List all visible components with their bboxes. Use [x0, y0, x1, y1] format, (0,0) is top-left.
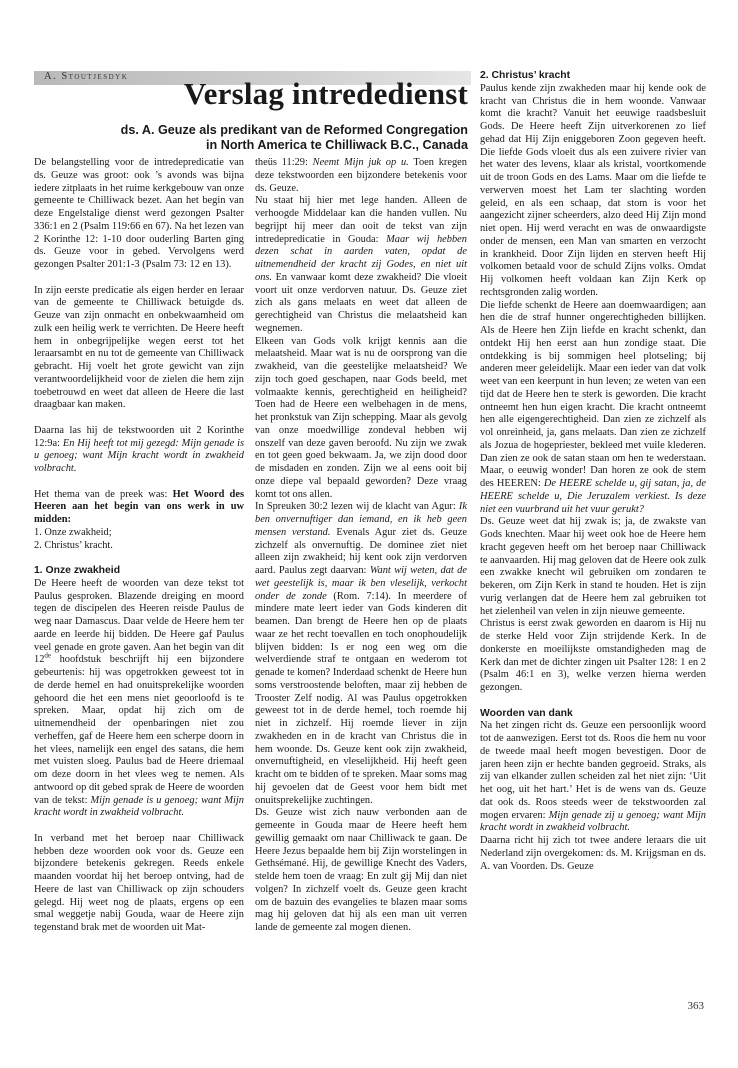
subtitle-line-1: ds. A. Geuze als predikant van de Reformed Congregation	[120, 123, 468, 137]
article-subtitle	[121, 123, 468, 153]
list-item: 1. Onze zwakheid;	[34, 526, 112, 538]
scripture-quote: Mijn genade is u genoeg; want Mijn kracht wordt in zwakheid volbracht.	[34, 794, 244, 819]
paragraph: In zijn eerste predicatie als eigen herder en leraar van de gemeente te Chilliwack betuigde ds. Geuze van zijn onmacht en onbekwaamheid om zulk een heilig werk te verrichten. De Heere heeft hem in onbegrijpelijke wegen eerst tot het leraarsambt en nu tot de gemeente van Chilliwack gebracht. Hij voelt het grote gewicht van zijn verantwoordelijkheid voor de zielen die hem zijn toebetrouwd en weet dat alleen de Heere die last draagbaar kan maken.	[34, 284, 244, 411]
list-item: 2. Christus’ kracht.	[34, 539, 113, 551]
scripture-quote: Neemt Mijn juk op u.	[312, 157, 409, 168]
scripture-quote: En Hij heeft tot mij gezegd: Mijn genade is u genoeg; want Mijn kracht wordt in zwakheid volbracht.	[34, 437, 244, 474]
paragraph: Elkeen van Gods volk krijgt kennis aan die melaatsheid. Maar wat is nu de oorsprong van die zwakheid, van die geestelijke melaatsheid? We zijn toch goed geschapen, naar Gods beeld, met volmaakte kennis, gerechtigheid en heiligheid? Toen had de Heere een welbehagen in de mens, het pronkstuk van Zijn schepping. Maar als gevolg van onze moedwillige zondeval hebben wij onszelf van deze gaven beroofd. Nu zijn we zwak en tot geen goed bekwaam. Ja, we zijn dood door de misdaden en zonden. Zijn we al eens ooit bij onze diepe val bepaald geworden? Deze vraag komt tot ons allen.	[255, 335, 467, 500]
column-2	[255, 157, 467, 935]
column-3	[480, 70, 706, 873]
scripture-quote: Ik ben onvernuftiger dan iemand, en ik heb geen mensen verstand.	[255, 501, 467, 538]
paragraph: Na het zingen richt ds. Geuze een persoonlijk woord tot de aanwezigen. Eerst tot ds. Roos die hem nu voor de tweede maal heeft mogen bevestigen. Door de jaren heen zijn er hechte banden gegroeid. Straks, als zij van elkander zullen scheiden zal het niet zijn: ‘Uit het oog, uit het hart.’ Het is de wens van ds. Geuze dat ook ds. Roos steeds weer de tekstwoorden zal mogen ervaren: Mijn genade zij u genoeg; want Mijn kracht wordt in zwakheid volbracht.	[480, 720, 706, 834]
paragraph: Paulus kende zijn zwakheden maar hij kende ook de kracht van Christus die in hem woonde. Vanwaar komt die kracht? Vanuit het eeuwige raadsbesluit Gods. De Heere heeft Zijn uitverkorenen zo lief gehad dat Hij Zijn eniggeboren Zoon gegeven heeft. Die liefde Gods vloeit dus als een zuivere rivier van het water des levens, klaar als kristal, voortkomende uit de troon Gods en des Lams. Maar om die liefde te verwerven moest het Lam ter slachting worden geleid, en als een schaap, dat stom is voor het aangezicht zijner scheerders, alzo deed Hij Zijn mond niet open. Hij werd veracht en was de onwaardigste onder de mensen, een Man van smarten en verzocht in krankheid. Door Zijn lijden en sterven heeft Hij volkomen betaald voor de schuld Zijns volks. Omdat Hij volkomen heeft voldaan kan Zijn Kerk op rechtsgronden zalig worden.	[480, 82, 706, 298]
paragraph: Daarna las hij de tekstwoorden uit 2 Korinthe 12:9a: En Hij heeft tot mij gezegd: Mijn genade is u genoeg; want Mijn kracht wordt in zwakheid volbracht.	[34, 424, 244, 474]
paragraph: In Spreuken 30:2 lezen wij de klacht van Agur: Ik ben onvernuftiger dan iemand, en ik heb geen mensen verstand. Evenals Agur ziet ds. Geuze zichzelf als onvernuftig. De dominee ziet niet alleen zijn zwakheid; hij kent ook zijn verdorven aard. Paulus zegt daarvan: Want wij weten, dat de wet geestelijk is, maar ik ben vleselijk, verkocht onder de zonde (Rom. 7:14). In meerdere of mindere mate leert ieder van Gods kinderen dit beamen. Dan brengt de Heere hen op de plaats waar ze het recht toevallen en toch onophoudelijk blijven bidden: Is er nog een weg om die welverdiende straf te ontgaan en wederom tot genade te komen? Inderdaad schenkt de Heere hun soms verstroostende beloften, maar zij hebben de Trooster Zelf nodig. Al was Paulus opgetrokken geweest tot in de derde hemel, toch roemde hij niet in zichzelf. Hij roemde liever in zijn zwakheden en in de kracht van Christus die in hem woonde. Ds. Geuze kent ook zijn zwakheid, onvernuftigheid, en vleselijkheid. Hij heeft geen kracht om te bidden of te spreken. Maar soms mag hij gevoelen dat de Geest voor hem bidt met onuitsprekelijke zuchtingen.	[255, 501, 467, 806]
paragraph: In verband met het beroep naar Chilliwack hebben deze woorden ook voor ds. Geuze een bijzondere betekenis gekregen. Reeds enkele maanden voordat hij het beroep ontving, had de Heere de last van Chilliwack op zijn schouders gelegd. Hij weet nog de plaats, ergens op een smal weggetje nabij Gouda, waar de Heere zijn tegenstand brak met de woorden uit Mat-	[34, 832, 244, 933]
paragraph: Nu staat hij hier met lege handen. Alleen de verhoogde Middelaar kan die handen vullen. Nu begrijpt hij meer dan ooit de tekst van zijn intredepredicatie in Gouda: Maar wij hebben dezen schat in aarden vaten, opdat de uitnemendheid der kracht zij Godes, en niet uit ons. En vanwaar komt deze zwakheid? Die vloeit voort uit onze verdorven natuur. Ds. Geuze ziet zich als gans melaats en weet dat alleen de gerechtigheid van Christus die melaatsheid kan wegnemen.	[255, 195, 467, 334]
column-1	[34, 157, 244, 935]
article-title: Verslag intrededienst	[183, 76, 468, 111]
scripture-quote: Mijn genade zij u genoeg; want Mijn kracht wordt in zwakheid volbracht.	[480, 809, 706, 834]
section-heading: 1. Onze zwakheid	[34, 565, 121, 576]
paragraph: Die liefde schenkt de Heere aan doemwaardigen; aan hen die de straf hunner ongerechtigheden billijken. Als de Heere hen Zijn liefde en kracht schenkt, dan ontdekt Hij hen eerst aan hun zondige staat. Die ontdekking is bij sommigen heel plotseling; bij anderen meer geleidelijk. Maar een ieder van dat volk weet van een keerpunt in hun leven; ze weten van een tijd dat de Heere hen te sterk is geworden. Die kracht ontneemt hen hun eigen kracht. Die kracht ontneemt hen alle eigengerechtigheid. Dan zien ze zichzelf als vol onreinheid, ja, gans melaats. Dan zien ze zichzelf als Jozua de hogepriester, bekleed met vuile klederen. Dan zien ze ook de satan staan om hen te wederstaan. Maar, o eeuwig wonder! Dan horen ze ook de stem des HEEREN: De HEERE schelde u, gij satan, ja, de HEERE schelde u, Die Jeruzalem verkiest. Is deze niet een vuurbrand uit het vuur gerukt?	[480, 299, 706, 515]
scripture-quote: Maar wij hebben dezen schat in aarden vaten, opdat de uitnemendheid der kracht zij Godes, en niet uit ons.	[255, 233, 467, 283]
paragraph: De belangstelling voor de intredepredicatie van ds. Geuze was groot: ook ’s avonds was bijna iedere zitplaats in het ruime kerkgebouw van onze gemeente te Chilliwack bezet. Aan het begin van deze Engelstalige dienst werd gezongen Psalter 336:1 en 2 (Psalm 119:66 en 67). Na het lezen van 2 Korinthe 12: 1-10 door ouderling Barten ging ds. Geuze voor in gebed. Vervolgens werd gezongen Psalter 201:1-3 (Psalm 73: 12 en 13).	[34, 157, 244, 270]
paragraph: Daarna richt hij zich tot twee andere leraars die uit Nederland zijn overgekomen: ds. M. Krijgsman en ds. A. van Voorden. Ds. Geuze	[480, 835, 706, 872]
sermon-theme: Het Woord des Heeren aan het begin van ons werk in uw midden:	[34, 488, 244, 525]
scripture-quote: De HEERE schelde u, gij satan, ja, de HEERE schelde u, Die Jeruzalem verkiest. Is deze niet een vuurbrand uit het vuur gerukt?	[480, 478, 706, 515]
paragraph: Christus is eerst zwak geworden en daarom is Hij nu de sterke Held voor Zijn strijdende Kerk. In de donkerste en moeilijkste omstandigheden mag de Kerk dan met de dichter zingen uit Psalter 128: 1 en 2 (Psalm 46:1 en 3), welke verzen hierna werden gezongen.	[480, 618, 706, 693]
scripture-quote: Want wij weten, dat de wet geestelijk is, maar ik ben vleselijk, verkocht onder de zonde	[255, 565, 467, 602]
section-heading: Woorden van dank	[480, 707, 573, 719]
paragraph: Ds. Geuze weet dat hij zwak is; ja, de zwakste van Gods knechten. Maar hij weet ook hoe de Heere hem kracht gegeven heeft om het beroep naar Chilliwack te aanvaarden. Hij mag geloven dat de Heere ook zulk een zwakke knecht wil gebruiken om zondaren te bekeren, om Zijn Kerk in stand te houden. Het is zijn vurig verlangen dat de Heere hem zal gebruiken tot het zielenheil van velen in zijn nieuwe gemeente.	[480, 516, 706, 617]
paragraph: Het thema van de preek was: Het Woord des Heeren aan het begin van ons werk in uw midden:	[34, 488, 244, 525]
author-name: A. Stoutjesdyk	[44, 71, 129, 82]
paragraph: theüs 11:29: Neemt Mijn juk op u. Toen kregen deze tekstwoorden een bijzondere betekenis voor ds. Geuze.	[255, 157, 467, 194]
paragraph: De Heere heeft de woorden van deze tekst tot Paulus gesproken. Blazende dreiging en moord tegen de discipelen des Heeren reisde Paulus de weg naar Damascus. Daar velde de Heere hem ter aarde en leerde hij bidden. De Heere gaf Paulus veel genade en grote gaven. Aan het begin van dit 12de hoofdstuk beschrijft hij een bijzondere gebeurtenis: hij was opgetrokken geweest tot in de derde hemel en had onuitsprekelijke woorden gehoord die het een mens niet geoorloofd is te spreken. Maar, opdat hij zich om de uitnemendheid der openbaringen niet zou verheffen, gaf de Heere hem een scherpe doorn in het vlees, namelijk een engel des satans, die hem met vuisten sloeg. Paulus bad de Heere driemaal om deze doorn in het vlees weg te nemen. Als antwoord op dit gebed sprak de Heere de woorden van de tekst: Mijn genade is u genoeg; want Mijn kracht wordt in zwakheid volbracht.	[34, 577, 244, 819]
subtitle-line-2: in North America te Chilliwack B.C., Canada	[206, 138, 468, 152]
page-number: 363	[687, 1000, 704, 1012]
section-heading: 2. Christus’ kracht	[480, 70, 571, 81]
paragraph: Ds. Geuze wist zich nauw verbonden aan de gemeente in Gouda maar de Heere heeft hem gewillig gemaakt om naar Chilliwack te gaan. De Heere Jezus bepaalde hem bij Zijn worstelingen in Gethsémané. Hij, de gewillige Knecht des Vaders, stelde hem toen de vraag: En zult gij Mij dan niet volgen? In zichzelf voelt ds. Geuze geen kracht om de bazuin des evangelies te blazen maar soms mag hij geloven dat hij als een man uit verren lande de gemeente zal mogen dienen.	[255, 807, 467, 933]
